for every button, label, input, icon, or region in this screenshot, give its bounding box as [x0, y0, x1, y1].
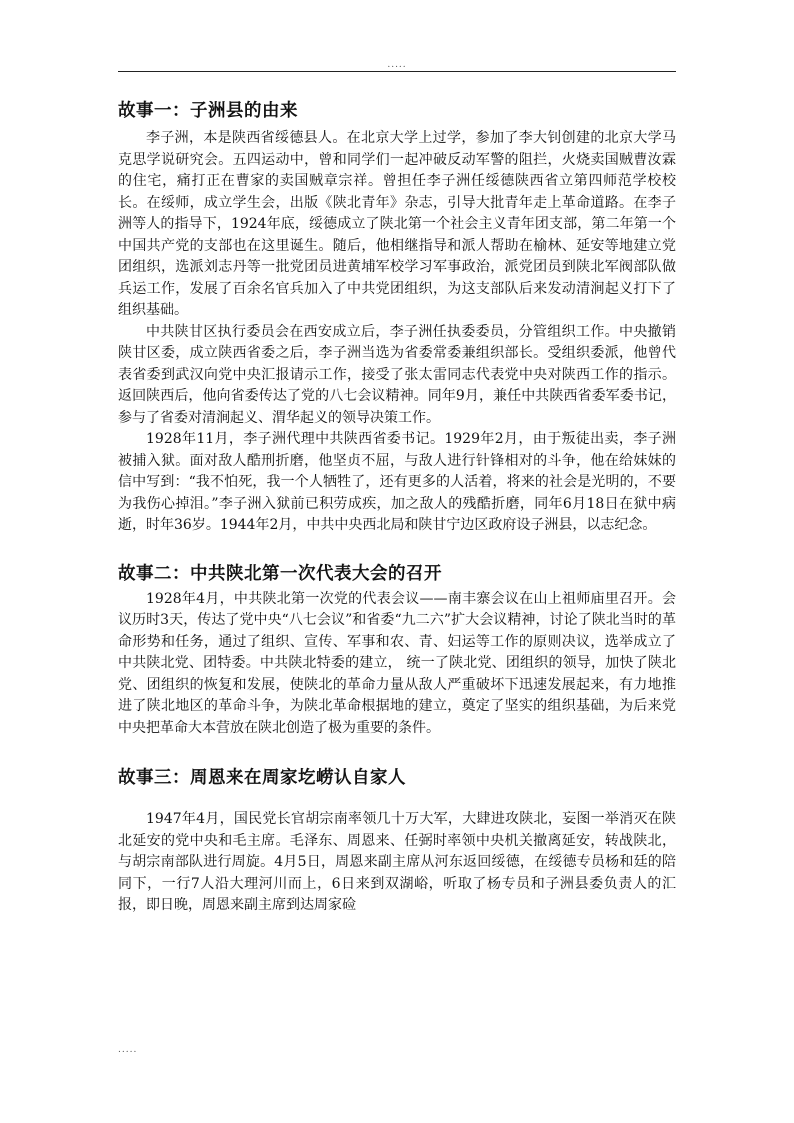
story-two-title: 故事二：中共陕北第一次代表大会的召开: [118, 563, 442, 584]
document-body: [118, 98, 676, 917]
story-three-title: 故事三：周恩来在周家圪崂认自家人: [118, 768, 406, 788]
story-one-title: 故事一：子洲县的由来: [118, 101, 298, 121]
page-header-dots: .....: [387, 60, 407, 70]
header-rule: [118, 71, 676, 72]
story-one-paragraph: 1928年11月，李子洲代理中共陕西省委书记。1929年2月，由于叛徒出卖，李子洲被捕入狱。面对敌人酷刑折磨，他坚贞不屈，与敌人进行针锋相对的斗争，他在给妹妹的信中写到：“我不怕死，我一个人牺牲了，还有更多的人活着，将来的社会是光明的，不要为我伤心掉泪。”李子洲入狱前已积劳成疾，加之敌人的残酷折磨，同年6月18日在狱中病逝，时年36岁。1944年2月，中共中央西北局和陕甘宁边区政府设子洲县，以志纪念。: [118, 431, 676, 533]
story-three-section: [118, 765, 676, 917]
story-one-paragraph: 李子洲，本是陕西省绥德县人。在北京大学上过学，参加了李大钊创建的北京大学马克思学说研究会。五四运动中，曾和同学们一起冲破反动军警的阻拦，火烧卖国贼曹汝霖的住宅，痛打正在曹家的卖国贼章宗祥。曾担任李子洲任绥德陕西省立第四师范学校校长。在绥师，成立学生会，出版《陕北青年》杂志，引导大批青年走上革命道路。在李子洲等人的指导下，1924年底，绥德成立了陕北第一个社会主义青年团支部，第二年第一个中国共产党的支部也在这里诞生。随后，他相继指导和派人帮助在榆林、延安等地建立党团组织，选派刘志丹等一批党团员进黄埔军校学习军事政治，派党团员到陕北军阀部队做兵运工作，发展了百余名官兵加入了中共党团组织，为这支部队后来发动清涧起义打下了组织基础。: [118, 130, 676, 318]
page-footer-dots: .....: [118, 1045, 138, 1055]
story-two-section: [118, 561, 676, 740]
story-one-paragraph: 中共陕甘区执行委员会在西安成立后，李子洲任执委委员，分管组织工作。中央撤销陕甘区委，成立陕西省委之后，李子洲当选为省委常委兼组织部长。受组织委派，他曾代表省委到武汉向党中央汇报请示工作，接受了张太雷同志代表党中央对陕西工作的指示。返回陕西后，他向省委传达了党的八七会议精神。同年9月，兼任中共陕西省委军委书记，参与了省委对清涧起义、渭华起义的领导决策工作。: [118, 323, 676, 426]
story-one-section: [118, 98, 676, 537]
story-three-paragraph: 1947年4月，国民党长官胡宗南率领几十万大军，大肆进攻陕北，妄图一举消灭在陕北延安的党中央和毛主席。毛泽东、周恩来、任弼时率领中央机关撤离延安，转战陕北，与胡宗南部队进行周旋。4月5日，周恩来副主席从河东返回绥德，在绥德专员杨和廷的陪同下，一行7人沿大理河川而上，6日来到双湖峪，听取了杨专员和子洲县委负责人的汇报，即日晚，周恩来副主席到达周家硷: [118, 811, 676, 913]
story-two-paragraph: 1928年4月，中共陕北第一次党的代表会议——南丰寨会议在山上祖师庙里召开。会议历时3天，传达了党中央“八七会议”和省委“九二六”扩大会议精神，讨论了陕北当时的革命形势和任务，通过了组织、宣传、军事和农、青、妇运等工作的原则决议，选举成立了中共陕北党、团特委。中共陕北特委的建立， 统一了陕北党、团组织的领导，加快了陕北党、团组织的恢复和发展，使陕北的革命力量从敌人严重破坏下迅速发展起来，有力地推进了陕北地区的革命斗争，为陕北革命根据地的建立，奠定了坚实的组织基础，为后来党中央把革命大本营放在陕北创造了极为重要的条件。: [118, 590, 676, 736]
